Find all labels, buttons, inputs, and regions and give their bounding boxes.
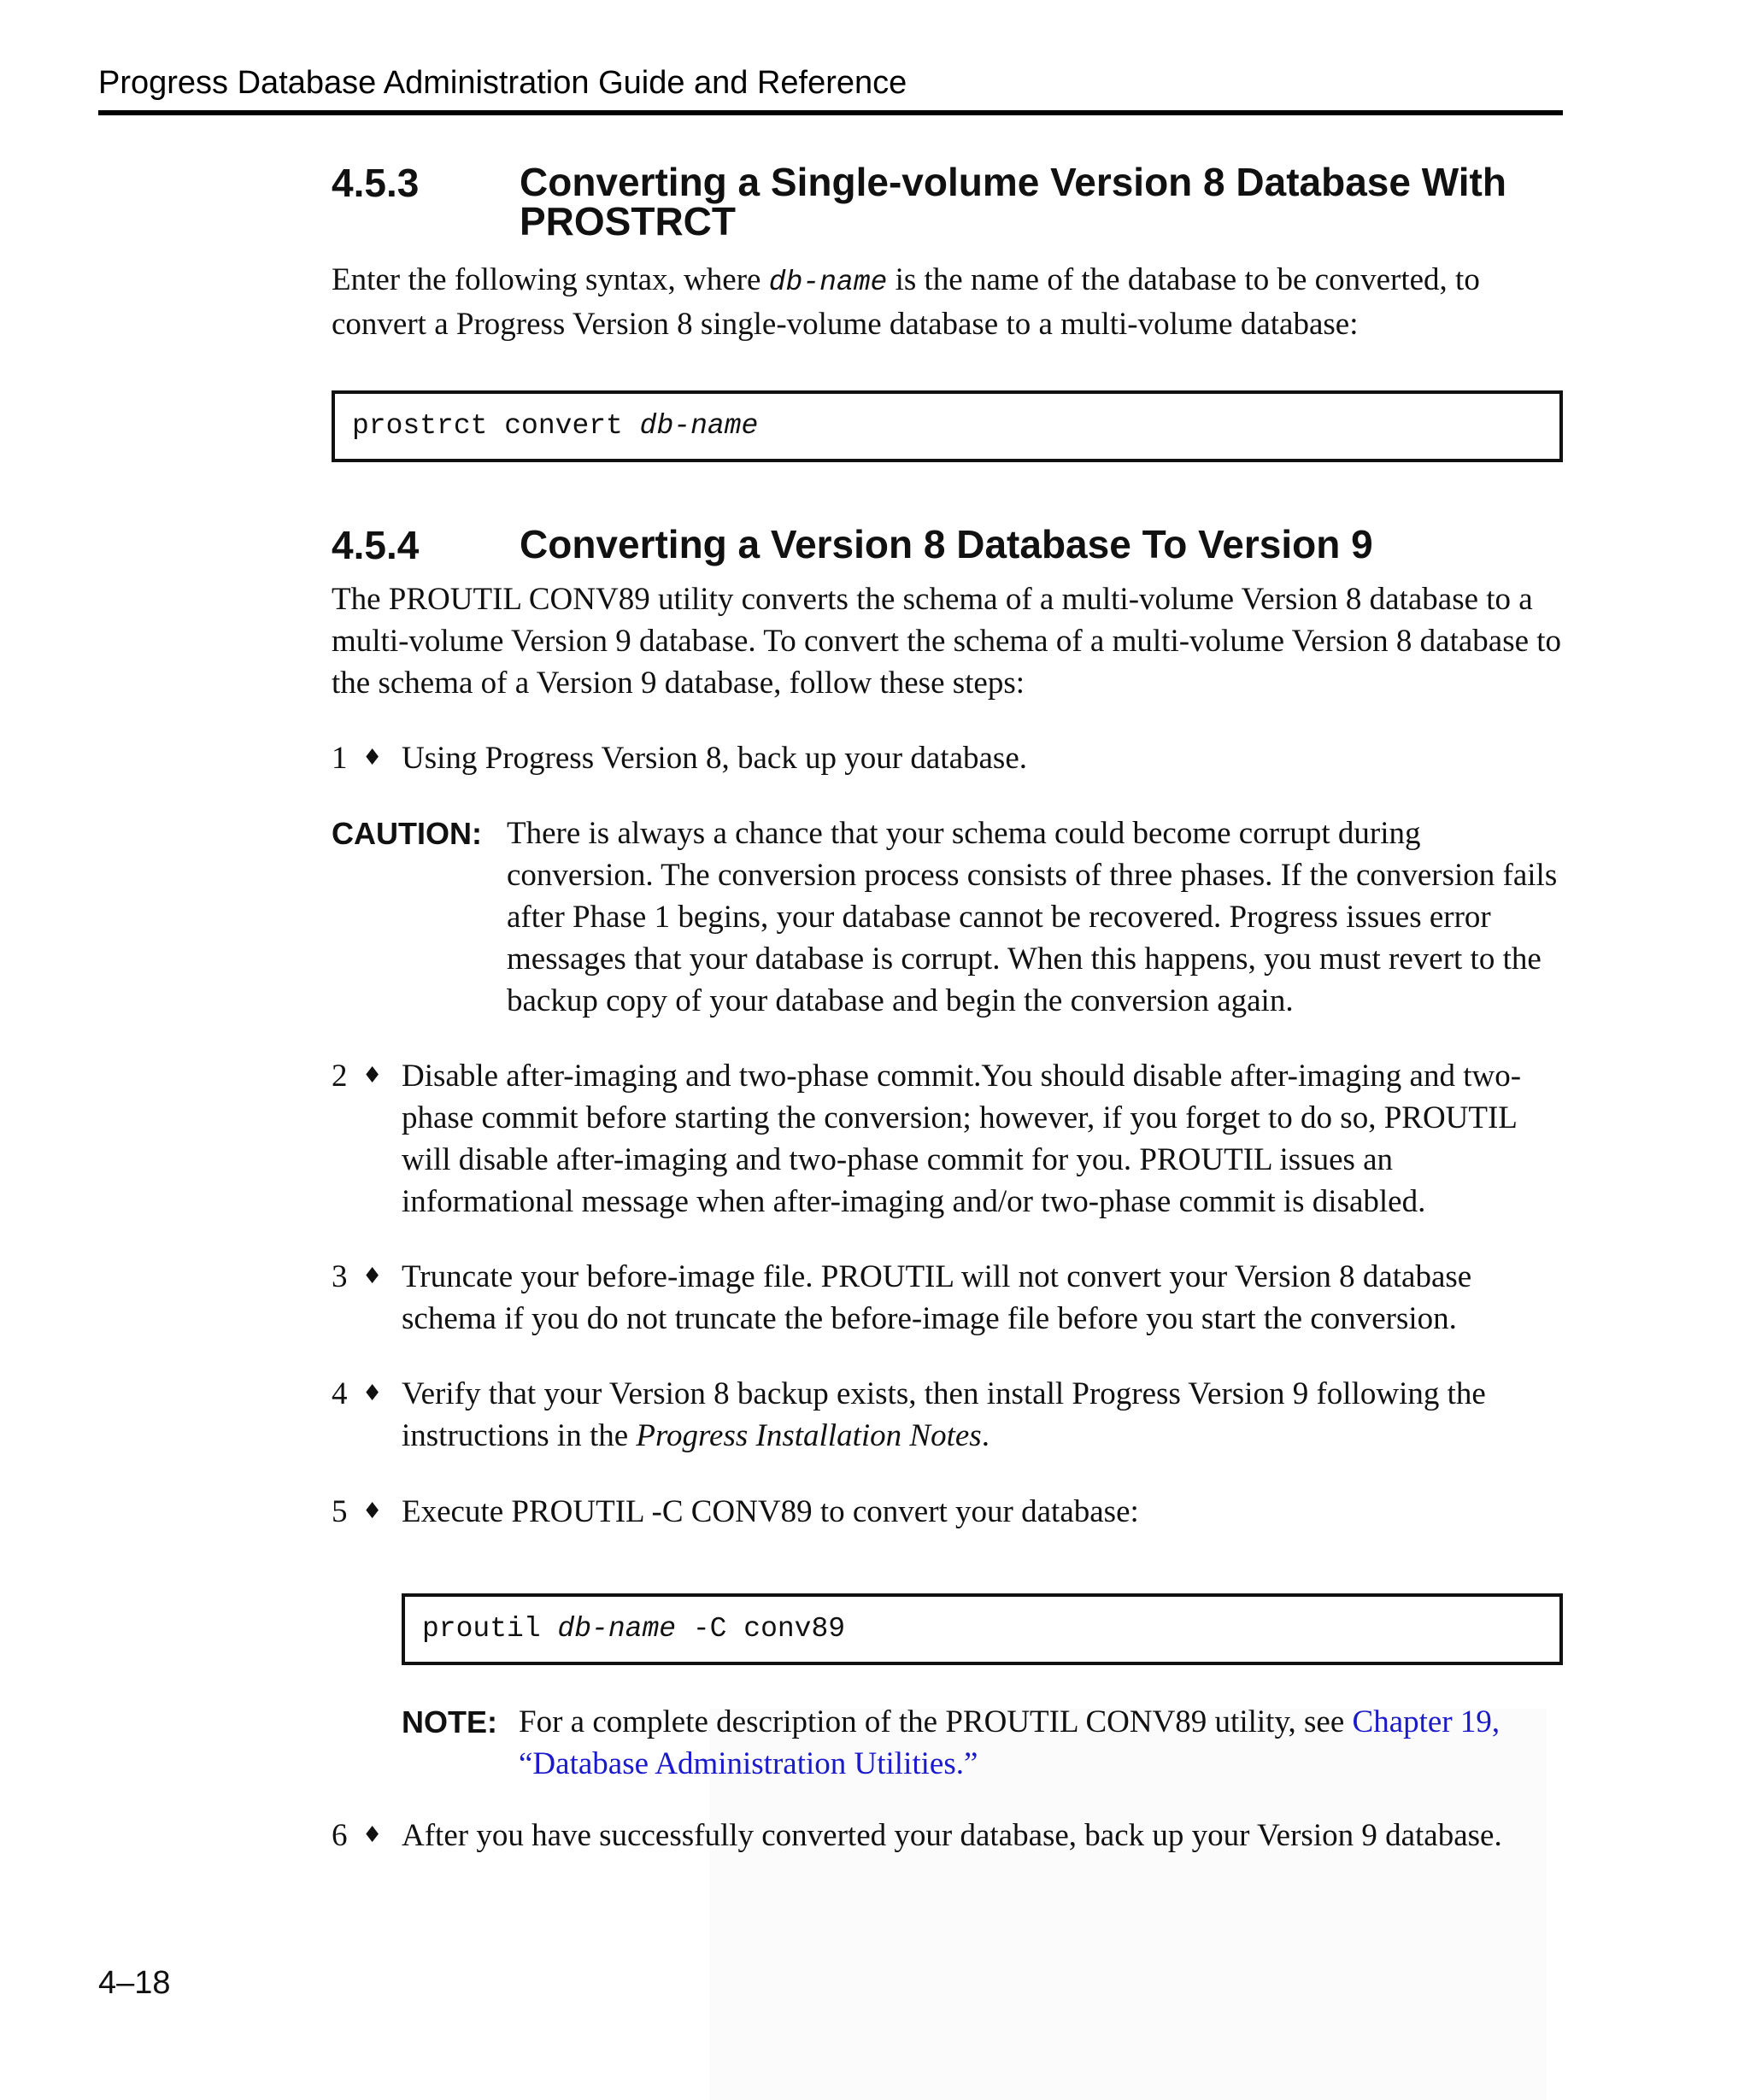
step-number: 2 [332, 1059, 348, 1094]
step-number: 3 [332, 1259, 348, 1294]
step-text: Disable after-imaging and two-phase commit.You should disable after-imaging and two-phase commit before starting the conversion; however, if you forget to do so, PROUTIL will disable after-imaging and two-phase commit for you. PROUTIL issues an informational message when after-imaging and/or two-phase commit is disabled. [402, 1059, 1522, 1219]
running-header: Progress Database Administration Guide and Reference [98, 65, 907, 101]
step-text: After you have successfully converted your database, back up your Version 9 database. [402, 1818, 1502, 1853]
step-text: Execute PROUTIL -C CONV89 to convert your database: [402, 1494, 1139, 1529]
step-number: 1 [332, 741, 348, 776]
chapter-19-link[interactable]: Chapter 19, “Database Administration Utilities.” [519, 1704, 1500, 1781]
section-454-number: 4.5.4 [332, 523, 420, 567]
section-453-title: Converting a Single-volume Version 8 Database With PROSTRCT [520, 160, 1506, 243]
code-block-proutil: proutil db-name -C conv89 [402, 1593, 1563, 1665]
caution-label: CAUTION: [332, 816, 482, 851]
diamond-bullet-icon: ♦ [362, 1822, 383, 1848]
step-text: Verify that your Version 8 backup exists, then install Progress Version 9 following the instructions in the Progress Installation Notes. [402, 1376, 1486, 1453]
note-label: NOTE: [402, 1704, 497, 1739]
page-number: 4–18 [98, 1965, 171, 2001]
diamond-bullet-icon: ♦ [362, 1499, 383, 1524]
code-block-prostrct: prostrct convert db-name [332, 390, 1563, 462]
step-text: Truncate your before-image file. PROUTIL will not convert your Version 8 database schema if you do not truncate the before-image file before you start the conversion. [402, 1259, 1472, 1336]
diamond-bullet-icon: ♦ [362, 745, 383, 771]
step-number: 4 [332, 1376, 348, 1411]
section-454-title: Converting a Version 8 Database To Version 9 [520, 522, 1373, 566]
note-text: For a complete description of the PROUTIL CONV89 utility, see Chapter 19, “Database Administration Utilities.” [519, 1704, 1500, 1781]
inline-code-db-name: db-name [768, 267, 888, 298]
step-number: 6 [332, 1818, 348, 1853]
book-title: Progress Installation Notes [636, 1418, 982, 1453]
section-454-intro: The PROUTIL CONV89 utility converts the schema of a multi-volume Version 8 database to a multi-volume Version 9 database. To convert the schema of a multi-volume Version 8 database to the schema of a Version 9 database, follow these steps: [332, 582, 1562, 701]
section-453-number: 4.5.3 [332, 161, 420, 205]
section-453-intro: Enter the following syntax, where db-name is the name of the database to be converted, to convert a Progress Version 8 single-volume database to a multi-volume database: [332, 262, 1480, 342]
caution-text: There is always a chance that your schema could become corrupt during conversion. The conversion process consists of three phases. If the conversion fails after Phase 1 begins, your database cannot be recovered. Progress issues error messages that your database is corrupt. When this happens, you must revert to the backup copy of your database and begin the conversion again. [507, 816, 1558, 1018]
diamond-bullet-icon: ♦ [362, 1381, 383, 1406]
diamond-bullet-icon: ♦ [362, 1063, 383, 1088]
diamond-bullet-icon: ♦ [362, 1264, 383, 1289]
step-number: 5 [332, 1494, 348, 1529]
header-rule [98, 110, 1563, 115]
step-text: Using Progress Version 8, back up your database. [402, 741, 1027, 776]
